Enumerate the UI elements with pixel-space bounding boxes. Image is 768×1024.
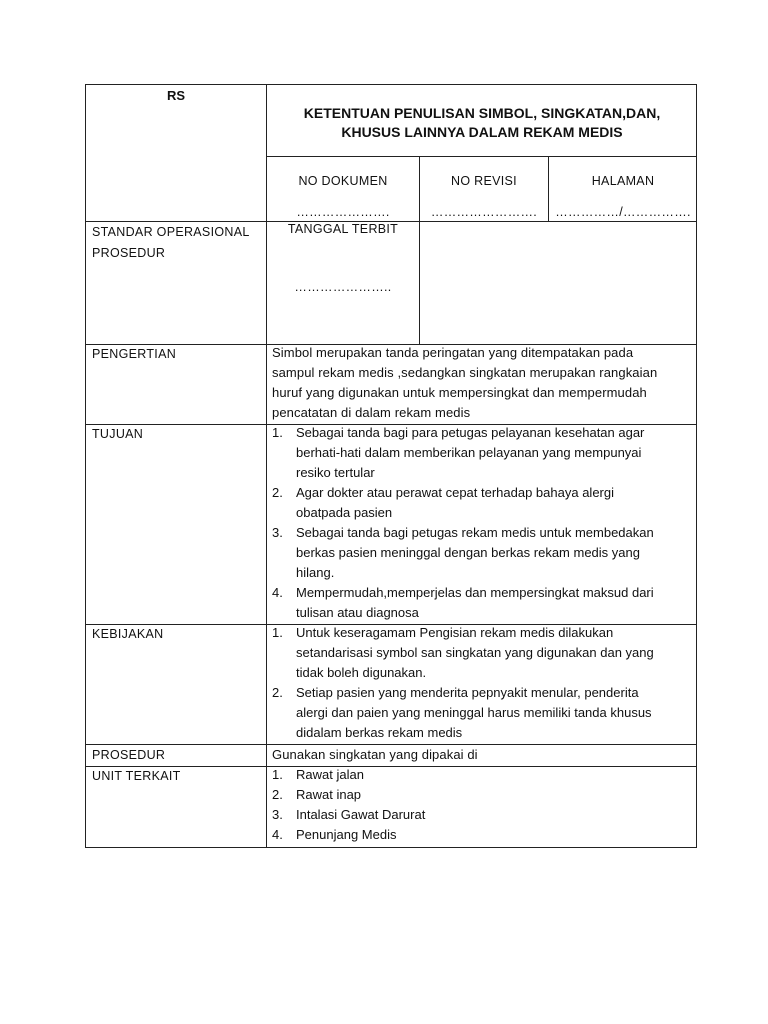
list-number: 1. xyxy=(272,625,283,640)
tujuan-list xyxy=(267,423,695,623)
pengertian-text xyxy=(272,343,692,423)
list-item-line: Agar dokter atau perawat cepat terhadap bahaya alergi xyxy=(296,485,614,500)
list-number: 2. xyxy=(272,485,283,500)
list-item xyxy=(267,523,695,583)
list-item-line: setandarisasi symbol san singkatan yang digunakan dan yang xyxy=(296,645,654,660)
list-item-text: Penunjang Medis xyxy=(296,827,397,842)
rs-label: RS xyxy=(167,88,186,103)
list-number: 3. xyxy=(272,525,283,540)
unit-terkait-label: UNIT TERKAIT xyxy=(92,769,181,783)
list-item-text: Intalasi Gawat Darurat xyxy=(296,807,426,822)
list-item xyxy=(267,623,695,683)
list-number: 1. xyxy=(272,767,283,782)
no-dokumen-label: NO DOKUMEN xyxy=(298,174,388,188)
list-item-line: Untuk keseragamam Pengisian rekam medis dilakukan xyxy=(296,625,614,640)
list-item-line: Sebagai tanda bagi para petugas pelayanan kesehatan agar xyxy=(296,425,645,440)
list-number: 3. xyxy=(272,807,283,822)
sop-label xyxy=(92,222,250,264)
list-item-line: Setiap pasien yang menderita pepnyakit menular, penderita xyxy=(296,685,639,700)
list-item xyxy=(267,805,695,825)
list-item-line: Sebagai tanda bagi petugas rekam medis untuk membedakan xyxy=(296,525,654,540)
list-item-line: tulisan atau diagnosa xyxy=(296,605,419,620)
list-item-line: Mempermudah,memperjelas dan mempersingkat maksud dari xyxy=(296,585,654,600)
kebijakan-label: KEBIJAKAN xyxy=(92,627,164,641)
list-number: 4. xyxy=(272,585,283,600)
list-item xyxy=(267,785,695,805)
list-item xyxy=(267,683,695,743)
list-number: 2. xyxy=(272,685,283,700)
list-item-text: Rawat jalan xyxy=(296,767,364,782)
pengertian-label: PENGERTIAN xyxy=(92,347,177,361)
list-item xyxy=(267,765,695,785)
list-item-line: resiko tertular xyxy=(296,465,375,480)
pengertian-line: Simbol merupakan tanda peringatan yang ditempatakan pada xyxy=(272,345,634,360)
list-item-line: alergi dan paien yang meninggal harus memiliki tanda khusus xyxy=(296,705,652,720)
prosedur-label: PROSEDUR xyxy=(92,748,166,762)
unit-terkait-list xyxy=(267,765,695,845)
title-line-1: KETENTUAN PENULISAN SIMBOL, SINGKATAN,DAN, xyxy=(303,105,661,121)
title-line-2: KHUSUS LAINNYA DALAM REKAM MEDIS xyxy=(341,124,623,140)
halaman-label: HALAMAN xyxy=(591,174,655,188)
tujuan-label: TUJUAN xyxy=(92,427,144,441)
kebijakan-list xyxy=(267,623,695,743)
no-revisi-value: ……………………. xyxy=(430,205,538,219)
document-title xyxy=(267,104,697,142)
list-item-line: berhati-hati dalam memberikan pelayanan yang mempunyai xyxy=(296,445,642,460)
prosedur-text: Gunakan singkatan yang dipakai di xyxy=(272,747,478,762)
sop-col-divider xyxy=(419,221,420,344)
title-divider xyxy=(266,156,697,157)
no-dokumen-value: …………………. xyxy=(296,205,390,219)
list-number: 4. xyxy=(272,827,283,842)
list-item-line: berkas pasien meninggal dengan berkas rekam medis yang xyxy=(296,545,640,560)
list-number: 1. xyxy=(272,425,283,440)
no-revisi-label: NO REVISI xyxy=(451,174,517,188)
pengertian-line: sampul rekam medis ,sedangkan singkatan merupakan rangkaian xyxy=(272,365,658,380)
list-item-line: didalam berkas rekam medis xyxy=(296,725,463,740)
sop-label-line-2: PROSEDUR xyxy=(92,246,166,260)
list-item xyxy=(267,825,695,845)
list-item-text: Rawat inap xyxy=(296,787,362,802)
tanggal-terbit-value: ………………….. xyxy=(294,280,392,294)
list-item-line: hilang. xyxy=(296,565,335,580)
list-item xyxy=(267,583,695,623)
list-item-line: obatpada pasien xyxy=(296,505,393,520)
tanggal-terbit-label: TANGGAL TERBIT xyxy=(287,222,399,236)
sop-label-line-1: STANDAR OPERASIONAL xyxy=(92,225,250,239)
pengertian-line: pencatatan di dalam rekam medis xyxy=(272,405,471,420)
halaman-value: ……………/……………. xyxy=(555,205,691,219)
pengertian-line: huruf yang digunakan untuk mempersingkat dan mempermudah xyxy=(272,385,647,400)
list-number: 2. xyxy=(272,787,283,802)
list-item xyxy=(267,483,695,523)
list-item xyxy=(267,423,695,483)
list-item-line: tidak boleh digunakan. xyxy=(296,665,427,680)
sop-document xyxy=(85,84,697,848)
